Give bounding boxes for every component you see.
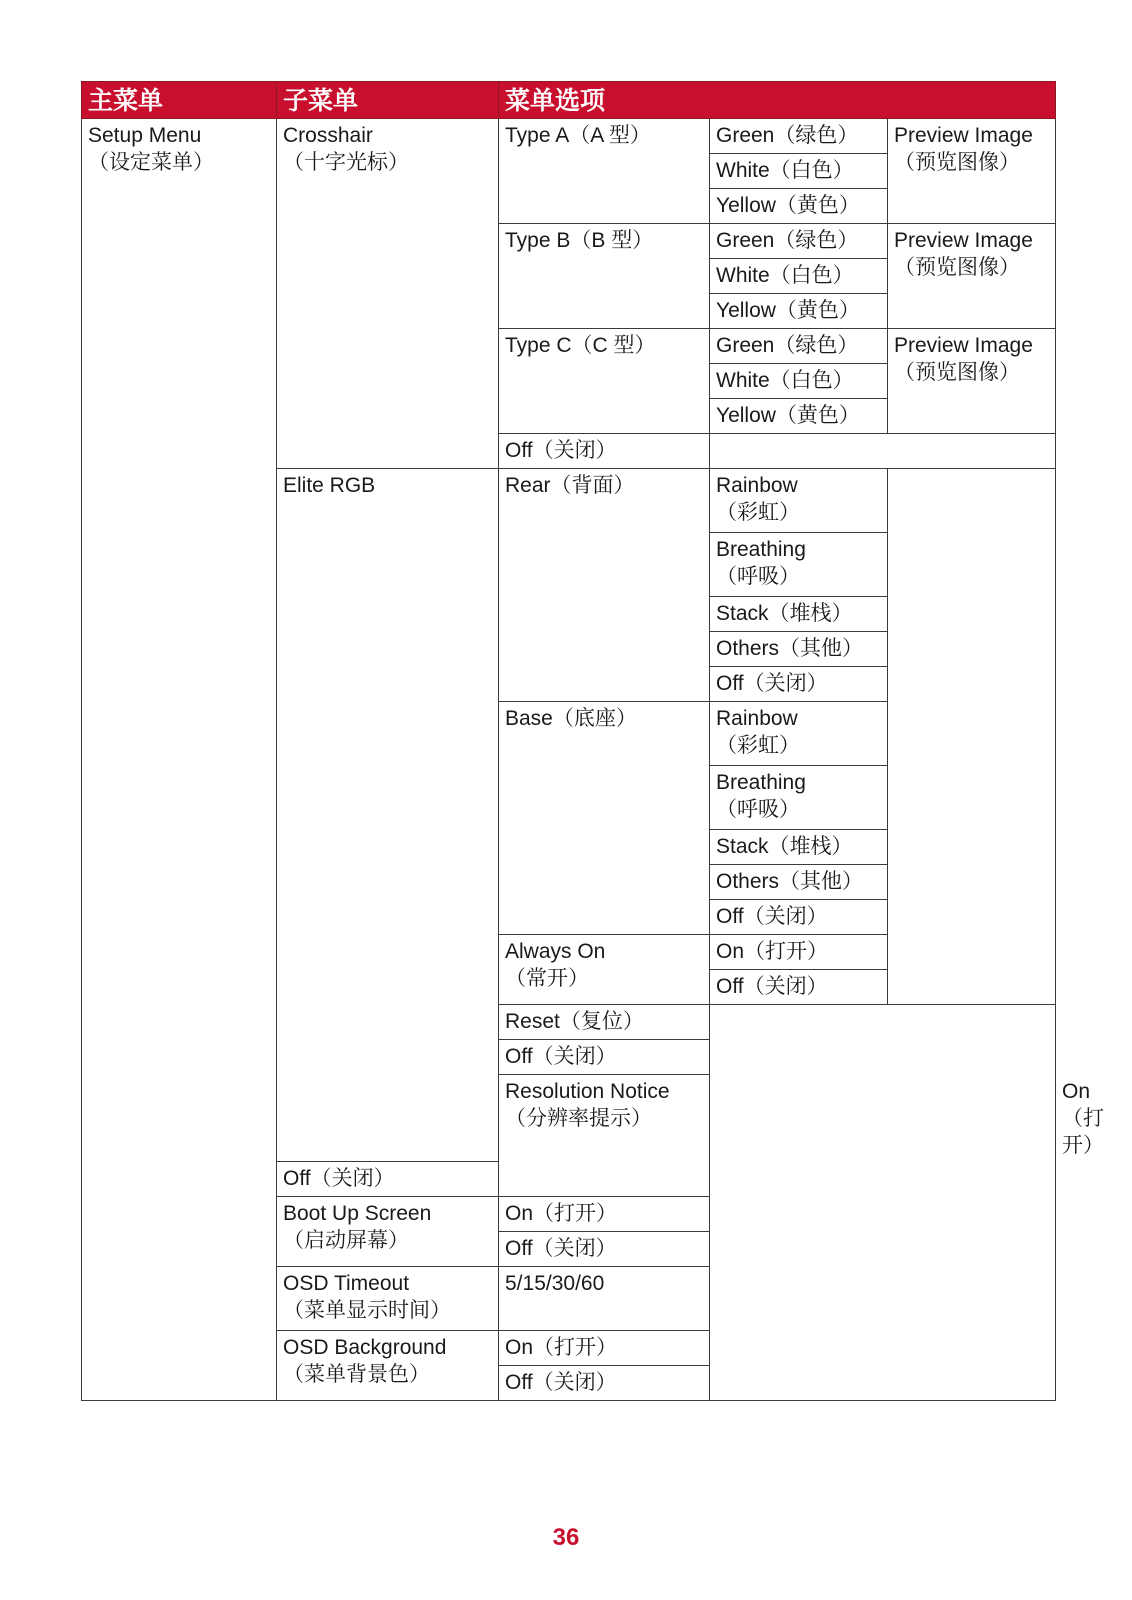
option-reset: Reset（复位） <box>499 1005 710 1040</box>
header-menu-option: 菜单选项 <box>499 82 1056 119</box>
preview-image-label: Preview Image <box>894 334 1033 357</box>
preview-image-label-cn: （预览图像） <box>894 361 1020 384</box>
color-white: White（白色） <box>710 259 888 294</box>
option-type-b: Type B（B 型） <box>499 224 710 329</box>
effect-rainbow <box>710 702 888 766</box>
submenu-resolution-notice <box>499 1075 710 1197</box>
page-number: 36 <box>552 1524 580 1551</box>
option-rear: Rear（背面） <box>499 469 710 702</box>
effect-breathing-label-cn: （呼吸） <box>716 798 800 821</box>
resolution-notice-off: Off（关闭） <box>277 1162 499 1197</box>
submenu-elite-rgb: Elite RGB <box>277 469 499 1162</box>
osd-background-label: OSD Background <box>283 1336 447 1359</box>
option-elite-rgb-off: Off（关闭） <box>499 1040 710 1075</box>
preview-image-label: Preview Image <box>894 124 1033 147</box>
effect-breathing-label: Breathing <box>716 771 806 794</box>
preview-image-label-cn: （预览图像） <box>894 256 1020 279</box>
effect-breathing-label-cn: （呼吸） <box>716 565 800 588</box>
setup-menu-table <box>81 81 1104 1401</box>
effect-breathing <box>710 533 888 597</box>
header-main-menu: 主菜单 <box>82 82 277 119</box>
effect-breathing <box>710 766 888 830</box>
boot-up-screen-label-cn: （启动屏幕） <box>283 1229 409 1252</box>
effect-others: Others（其他） <box>710 865 888 900</box>
effect-stack: Stack（堆栈） <box>710 830 888 865</box>
empty-cell <box>888 469 1056 1005</box>
osd-timeout-label: OSD Timeout <box>283 1272 410 1295</box>
effect-rainbow-label: Rainbow <box>716 707 798 730</box>
effect-stack: Stack（堆栈） <box>710 597 888 632</box>
always-on-on: On（打开） <box>710 935 888 970</box>
color-white: White（白色） <box>710 154 888 189</box>
effect-others: Others（其他） <box>710 632 888 667</box>
preview-image-label: Preview Image <box>894 229 1033 252</box>
boot-up-screen-label: Boot Up Screen <box>283 1202 432 1225</box>
osd-background-off: Off（关闭） <box>499 1366 710 1401</box>
effect-rainbow-label-cn: （彩虹） <box>716 734 800 757</box>
option-base: Base（底座） <box>499 702 710 935</box>
option-crosshair-off: Off（关闭） <box>499 434 710 469</box>
preview-image-cell <box>888 329 1056 434</box>
header-sub-menu: 子菜单 <box>277 82 499 119</box>
preview-image-cell <box>888 119 1056 224</box>
table-row: Resolution Notice （分辨率提示） On（打开） <box>82 1075 1056 1162</box>
osd-timeout-label-cn: （菜单显示时间） <box>283 1299 451 1322</box>
submenu-crosshair <box>277 119 499 469</box>
crosshair-label: Crosshair <box>283 124 373 147</box>
resolution-notice-label-cn: （分辨率提示） <box>505 1107 652 1130</box>
crosshair-label-cn: （十字光标） <box>283 151 409 174</box>
empty-cell <box>710 1005 1056 1401</box>
color-yellow: Yellow（黄色） <box>710 189 888 224</box>
empty-cell <box>710 434 1056 469</box>
preview-image-label-cn: （预览图像） <box>894 151 1020 174</box>
always-on-off: Off（关闭） <box>710 970 888 1005</box>
color-green: Green（绿色） <box>710 329 888 364</box>
table-row <box>82 119 1056 154</box>
osd-background-on: On（打开） <box>499 1331 710 1366</box>
effect-rainbow-label: Rainbow <box>716 474 798 497</box>
osd-background-label-cn: （菜单背景色） <box>283 1363 430 1386</box>
option-type-c: Type C（C 型） <box>499 329 710 434</box>
submenu-osd-background <box>277 1331 499 1401</box>
effect-off: Off（关闭） <box>710 900 888 935</box>
always-on-label-cn: （常开） <box>505 967 589 990</box>
effect-rainbow <box>710 469 888 533</box>
boot-up-screen-off: Off（关闭） <box>499 1232 710 1267</box>
main-menu-name: Setup Menu <box>88 124 202 147</box>
color-green: Green（绿色） <box>710 224 888 259</box>
submenu-osd-timeout <box>277 1267 499 1331</box>
effect-breathing-label: Breathing <box>716 538 806 561</box>
resolution-notice-label: Resolution Notice <box>505 1080 670 1103</box>
option-always-on <box>499 935 710 1005</box>
main-menu-name-cn: （设定菜单） <box>88 151 214 174</box>
effect-rainbow-label-cn: （彩虹） <box>716 501 800 524</box>
effect-off: Off（关闭） <box>710 667 888 702</box>
submenu-boot-up-screen <box>277 1197 499 1267</box>
color-yellow: Yellow（黄色） <box>710 294 888 329</box>
color-yellow: Yellow（黄色） <box>710 399 888 434</box>
table-header-row <box>82 82 1056 119</box>
always-on-label: Always On <box>505 940 606 963</box>
main-menu-cell <box>82 119 277 1401</box>
color-white: White（白色） <box>710 364 888 399</box>
boot-up-screen-on: On（打开） <box>499 1197 710 1232</box>
option-type-a: Type A（A 型） <box>499 119 710 224</box>
preview-image-cell <box>888 224 1056 329</box>
osd-timeout-value: 5/15/30/60 <box>499 1267 710 1331</box>
color-green: Green（绿色） <box>710 119 888 154</box>
